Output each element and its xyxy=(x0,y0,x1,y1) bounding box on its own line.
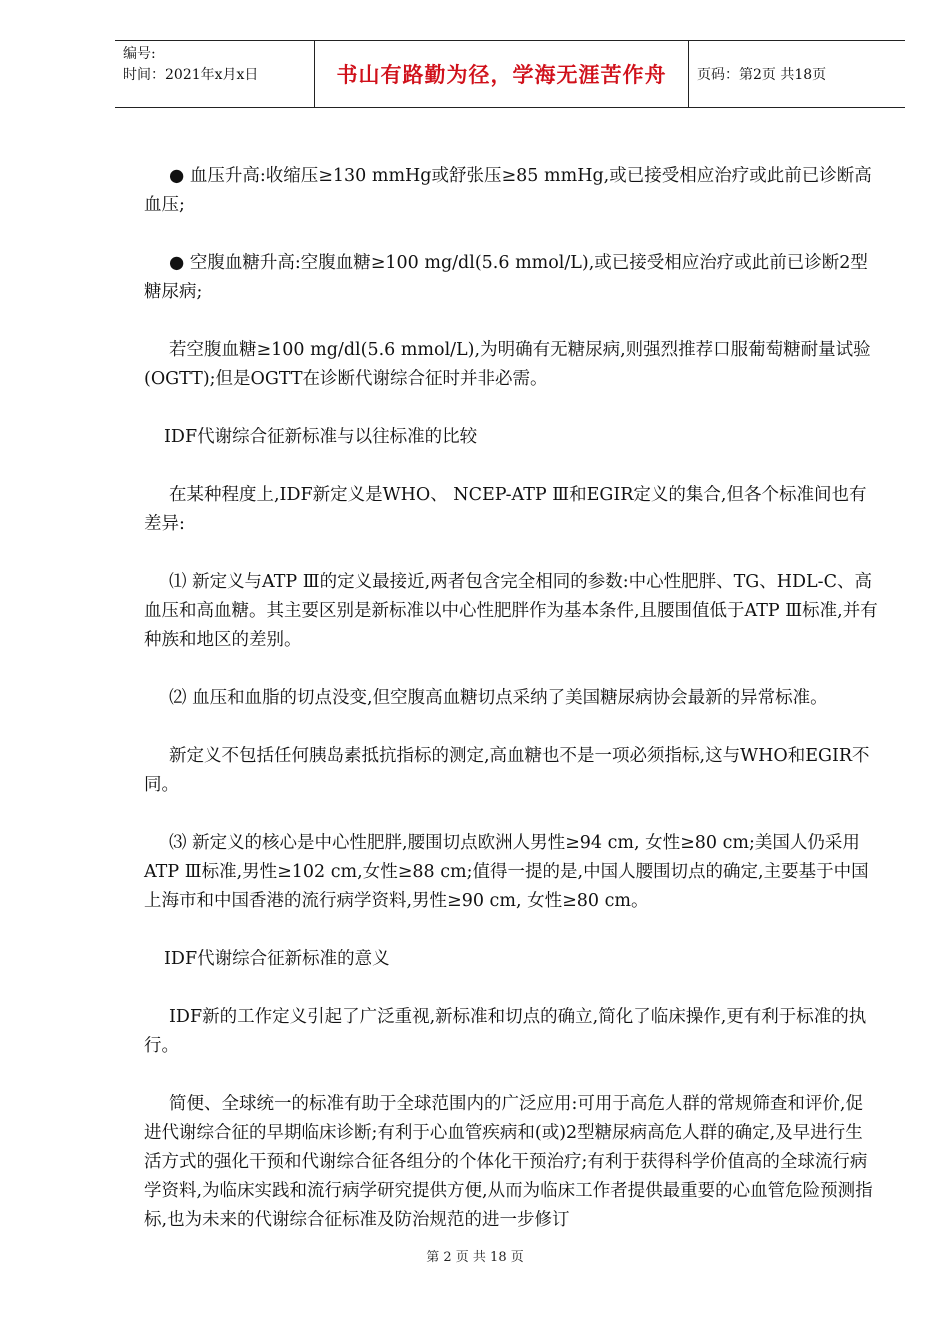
page-header xyxy=(115,40,905,108)
section-heading-significance: IDF代谢综合征新标准的意义 xyxy=(164,949,390,969)
page-footer xyxy=(0,1246,950,1265)
page-number-label: 页码：第2页 共18页 xyxy=(697,67,827,83)
paragraph-definition-set: 在某种程度上,IDF新定义是WHO、 NCEP-ATP Ⅲ和EGIR定义的集合,但各个标准间也有差异: xyxy=(144,485,867,534)
document-body xyxy=(144,162,878,1235)
section-heading-comparison: IDF代谢综合征新标准与以往标准的比较 xyxy=(164,427,478,447)
header-meta-cell xyxy=(115,41,315,107)
paragraph-global-standard: 简便、全球统一的标准有助于全球范围内的广泛应用:可用于高危人群的常规筛查和评价,促进代谢综合征的早期临床诊断;有利于心血管疾病和(或)2型糖尿病高危人群的确定,及早进行生活方式的强化干预和代谢综合征各组分的个体化干预治疗;有利于获得科学价值高的全球流行病学资料,为临床实践和流行病学研究提供方便,从而为临床工作者提供最重要的心血管危险预测指标,也为未来的代谢综合征标准及防治规范的进一步修订 xyxy=(144,1094,873,1230)
number-label: 编号: xyxy=(123,46,156,62)
paragraph-ogtt: 若空腹血糖≥100 mg/dl(5.6 mmol/L),为明确有无糖尿病,则强烈推荐口服葡萄糖耐量试验(OGTT);但是OGTT在诊断代谢综合征时并非必需。 xyxy=(144,340,871,389)
paragraph-blood-pressure: ● 血压升高:收缩压≥130 mmHg或舒张压≥85 mmHg,或已接受相应治疗或此前已诊断高血压; xyxy=(144,166,872,215)
paragraph-idf-new-definition: IDF新的工作定义引起了广泛重视,新标准和切点的确立,简化了临床操作,更有利于标准的执行。 xyxy=(144,1007,867,1056)
paragraph-fasting-glucose: ● 空腹血糖升高:空腹血糖≥100 mg/dl(5.6 mmol/L),或已接受相应治疗或此前已诊断2型糖尿病; xyxy=(144,253,868,302)
paragraph-insulin-resistance: 新定义不包括任何胰岛素抵抗指标的测定,高血糖也不是一项必须指标,这与WHO和EGIR不同。 xyxy=(144,746,870,795)
motto-text: 书山有路勤为径，学海无涯苦作舟 xyxy=(336,62,667,87)
paragraph-point-3: ⑶ 新定义的核心是中心性肥胖,腰围切点欧洲人男性≥94 cm, 女性≥80 cm;美国人仍采用ATP Ⅲ标准,男性≥102 cm,女性≥88 cm;值得一提的是,中国人腰围切点的确定,主要基于中国上海市和中国香港的流行病学资料,男性≥90 cm, 女性≥80 cm。 xyxy=(144,833,869,911)
paragraph-point-2: ⑵ 血压和血脂的切点没变,但空腹高血糖切点采纳了美国糖尿病协会最新的异常标准。 xyxy=(169,688,828,708)
footer-page-number: 第 2 页 共 18 页 xyxy=(426,1250,524,1265)
time-label: 时间：2021年x月x日 xyxy=(123,67,259,83)
paragraph-point-1: ⑴ 新定义与ATP Ⅲ的定义最接近,两者包含完全相同的参数:中心性肥胖、TG、HDL-C、高血压和高血糖。其主要区别是新标准以中心性肥胖作为基本条件,且腰围值低于ATP Ⅲ标准,并有种族和地区的差别。 xyxy=(144,572,878,650)
motto-cell xyxy=(315,41,689,107)
page-number-cell xyxy=(689,41,905,107)
